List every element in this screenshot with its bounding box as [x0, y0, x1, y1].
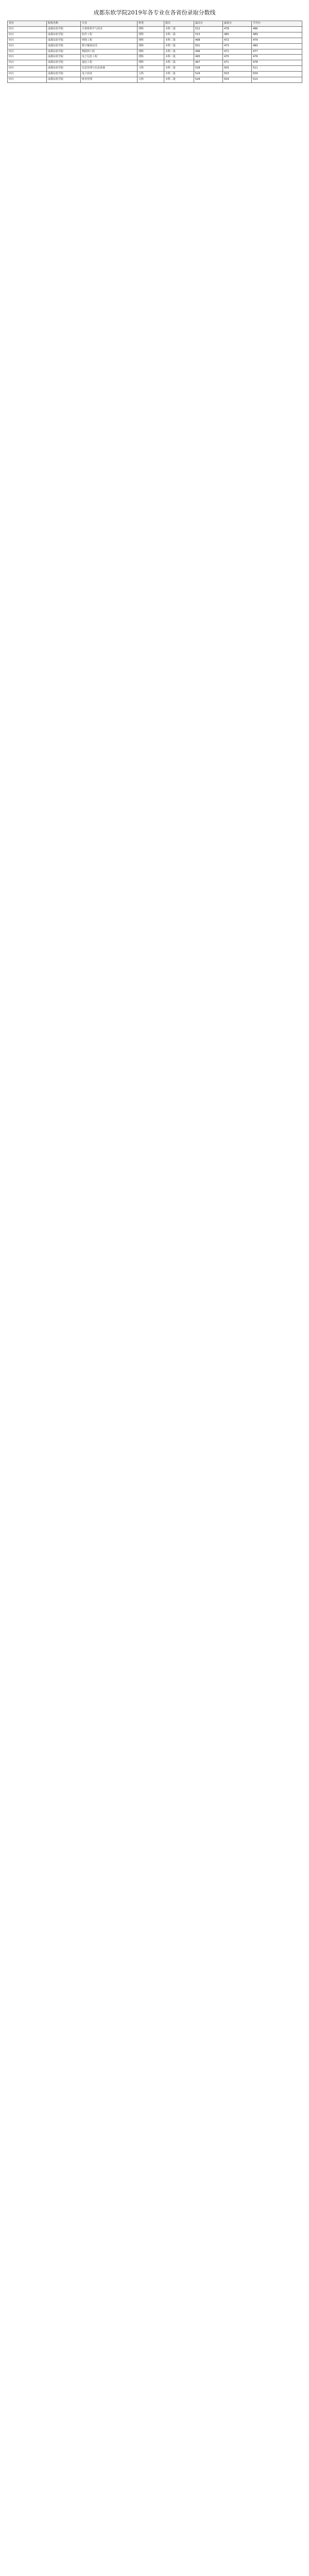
table-row [8, 72, 302, 77]
table-cell: 470 [223, 55, 252, 60]
table-cell: 526 [194, 77, 223, 83]
table-cell: 本科二批 [164, 77, 194, 83]
table-cell: 四川 [8, 43, 47, 49]
table-cell: 电子信息工程 [81, 55, 138, 60]
table-row [8, 66, 302, 72]
table-cell: 504 [223, 77, 252, 83]
table-cell: 四川 [8, 77, 47, 83]
table-cell: 478 [252, 60, 302, 66]
table-cell: 理科 [138, 32, 164, 38]
table-cell: 480 [223, 32, 252, 38]
table-cell: 515 [194, 32, 223, 38]
table-cell: 本科二批 [164, 72, 194, 77]
table-cell: 成都东软学院 [47, 38, 81, 43]
table-cell: 文科 [138, 66, 164, 72]
table-cell: 510 [252, 77, 302, 83]
table-cell: 本科二批 [164, 43, 194, 49]
column-header: 院校名称 [47, 21, 81, 27]
table-cell: 理科 [138, 26, 164, 32]
table-cell: 成都东软学院 [47, 49, 81, 55]
table-cell: 数字媒体技术 [81, 43, 138, 49]
table-cell: 489 [252, 32, 302, 38]
table-cell: 495 [194, 55, 223, 60]
table-cell: 网络工程 [81, 38, 138, 43]
table-cell: 524 [194, 72, 223, 77]
column-header: 最高分 [194, 21, 223, 27]
table-cell: 本科二批 [164, 66, 194, 72]
table-cell: 成都东软学院 [47, 55, 81, 60]
table-row [8, 55, 302, 60]
table-cell: 471 [223, 60, 252, 66]
table-cell: 理科 [138, 55, 164, 60]
table-cell: 498 [194, 38, 223, 43]
table-body [8, 26, 302, 82]
table-cell: 四川 [8, 26, 47, 32]
table-cell: 471 [223, 49, 252, 55]
table-cell: 473 [223, 43, 252, 49]
table-cell: 496 [194, 49, 223, 55]
table-cell: 479 [252, 38, 302, 43]
column-header: 省份 [8, 21, 47, 27]
table-cell: 本科二批 [164, 55, 194, 60]
table-cell: 成都东软学院 [47, 72, 81, 77]
table-cell: 理科 [138, 43, 164, 49]
table-cell: 509 [252, 72, 302, 77]
table-row [8, 43, 302, 49]
table-cell: 472 [223, 38, 252, 43]
column-header: 最低分 [223, 21, 252, 27]
table-cell: 503 [223, 72, 252, 77]
table-cell: 477 [252, 49, 302, 55]
table-cell: 四川 [8, 55, 47, 60]
table-row [8, 38, 302, 43]
table-cell: 497 [194, 60, 223, 66]
column-header: 科类 [138, 21, 164, 27]
table-cell: 528 [194, 66, 223, 72]
table-cell: 成都东软学院 [47, 32, 81, 38]
table-cell: 512 [194, 26, 223, 32]
table-cell: 501 [194, 43, 223, 49]
table-cell: 四川 [8, 38, 47, 43]
table-cell: 478 [223, 26, 252, 32]
column-header: 平均分 [252, 21, 302, 27]
table-row [8, 32, 302, 38]
table-cell: 文科 [138, 72, 164, 77]
table-cell: 486 [252, 26, 302, 32]
document-title: 成都东软学院2019年各专业在各省份录取分数线 [93, 9, 216, 16]
table-row [8, 49, 302, 55]
table-cell: 计算机科学与技术 [81, 26, 138, 32]
table-cell: 本科二批 [164, 38, 194, 43]
table-cell: 480 [252, 43, 302, 49]
table-cell: 信息管理与信息系统 [81, 66, 138, 72]
table-cell: 511 [252, 66, 302, 72]
table-cell: 四川 [8, 32, 47, 38]
table-cell: 成都东软学院 [47, 77, 81, 83]
table-cell: 505 [223, 66, 252, 72]
table-cell: 成都东软学院 [47, 43, 81, 49]
table-cell: 四川 [8, 49, 47, 55]
table-cell: 四川 [8, 66, 47, 72]
table-cell: 成都东软学院 [47, 66, 81, 72]
table-cell: 本科二批 [164, 32, 194, 38]
table-cell: 软件工程 [81, 32, 138, 38]
table-cell: 本科二批 [164, 49, 194, 55]
table-header-row [8, 21, 302, 27]
table-cell: 本科二批 [164, 60, 194, 66]
table-cell: 476 [252, 55, 302, 60]
table-cell: 通信工程 [81, 60, 138, 66]
table-row [8, 26, 302, 32]
table-cell: 四川 [8, 60, 47, 66]
table-cell: 理科 [138, 49, 164, 55]
column-header: 专业 [81, 21, 138, 27]
table-cell: 理科 [138, 38, 164, 43]
table-cell: 文科 [138, 77, 164, 83]
table-cell: 本科二批 [164, 26, 194, 32]
table-cell: 成都东软学院 [47, 26, 81, 32]
table-cell: 理科 [138, 60, 164, 66]
table-row [8, 60, 302, 66]
table-row [8, 77, 302, 83]
column-header: 批次 [164, 21, 194, 27]
table-cell: 电子商务 [81, 72, 138, 77]
table-cell: 成都东软学院 [47, 60, 81, 66]
table-cell: 四川 [8, 72, 47, 77]
table-cell: 物联网工程 [81, 49, 138, 55]
table-cell: 财务管理 [81, 77, 138, 83]
scores-table [7, 21, 302, 83]
